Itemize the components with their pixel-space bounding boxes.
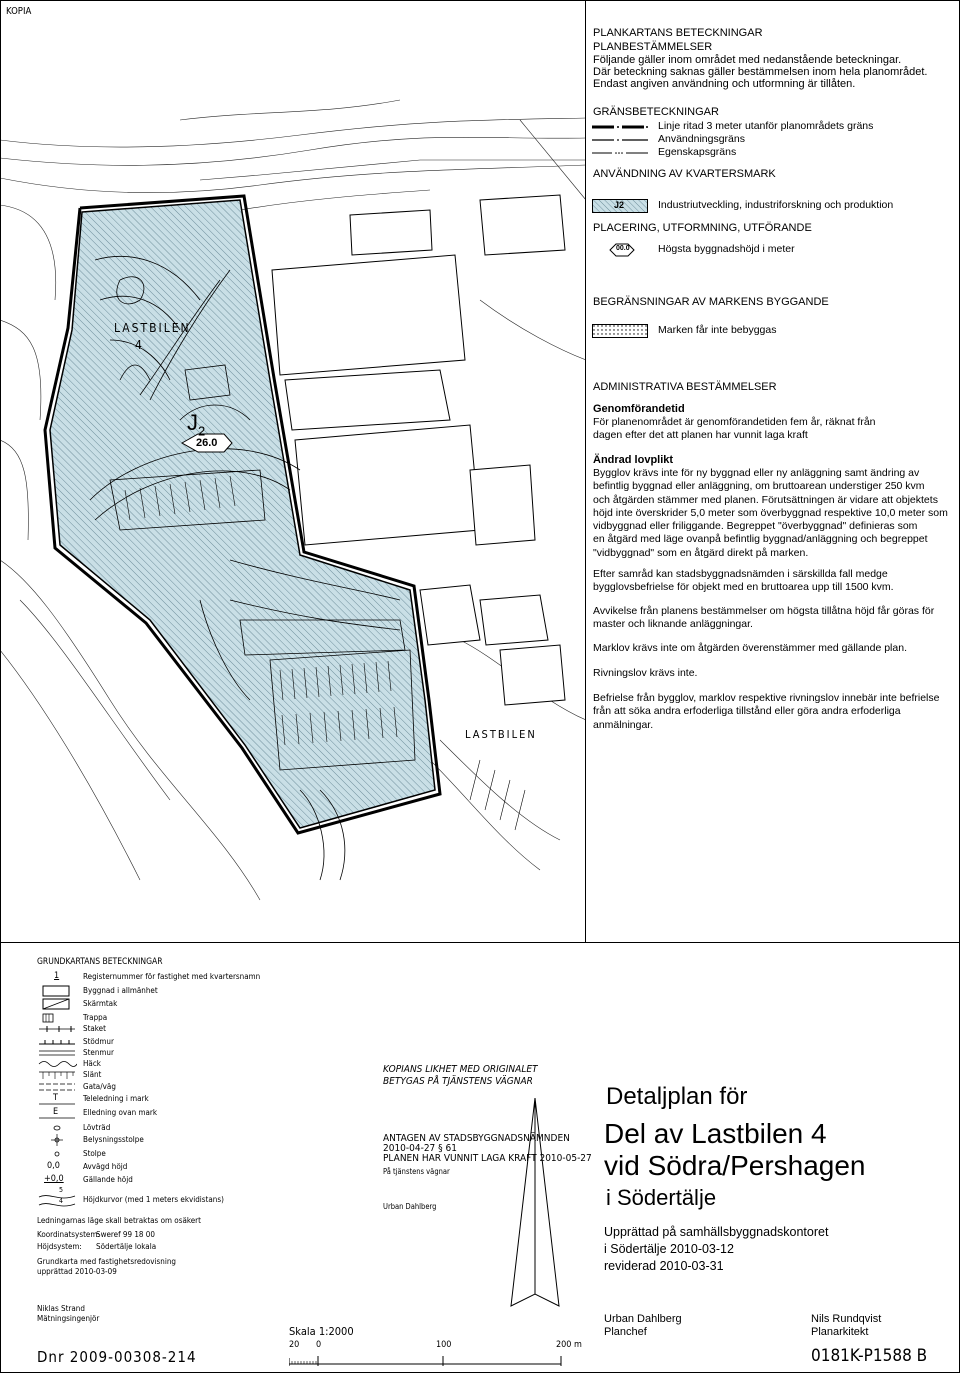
building-symbol: [37, 985, 77, 997]
property-boundary-symbol: [592, 146, 648, 160]
lovplikt-text: [593, 467, 953, 560]
planchef-title: Planchef: [604, 1326, 647, 1338]
grund-label-stenmur: Stenmur: [83, 1048, 114, 1057]
grund-label-byggnad: Byggnad i allmänhet: [83, 986, 158, 995]
ledningar-note: Ledningarnas läge skall betraktas om osäkert: [37, 1216, 201, 1225]
grundkarta-note: Grundkarta med fastighetsredovisning: [37, 1257, 176, 1266]
title-line-4: i Södertälje: [606, 1185, 717, 1210]
tree-icon: [37, 1122, 77, 1134]
boundary-line-symbol: [592, 120, 648, 134]
planchef-name: Urban Dahlberg: [604, 1313, 682, 1325]
lovplikt-line-1: Bygglov krävs inte för ny byggnad eller ny anläggning samt ändring av: [593, 467, 920, 479]
grans-title: GRÄNSBETECKNINGAR: [593, 106, 719, 118]
map-zone-label: [187, 410, 205, 438]
lovplikt-line-7: "vidbyggnad" som en åtgärd direkt på marken.: [593, 546, 809, 559]
scale-tick-0: 0: [316, 1340, 322, 1350]
efter-samrad-line-1: Efter samråd kan stadsbyggnadsnämden i särskillda fall medge: [593, 568, 888, 580]
genom-line-1: För planenområdet är genomförandetiden fem år, räknat från: [593, 416, 876, 428]
lovplikt-line-4: höjd inte överskrider 5,0 meter som överbyggnad respektive 10,0 meter som: [593, 506, 948, 519]
lovplikt-line-2: befintlig byggnad eller anläggning, om bruttoarean understiger 250 kvm: [593, 480, 925, 493]
anvandning-text: Industriutveckling, industriforskning och produktion: [658, 199, 894, 211]
antagen-line-1: ANTAGEN AV STADSBYGGNADSNÄMNDEN: [383, 1133, 570, 1144]
el-line-symbol: [37, 1107, 77, 1119]
efter-samrad-line-2: bygglovsbefrielse för objekt med en bruttoarea upp till 1500 kvm.: [593, 581, 894, 594]
avvikelse-text: [593, 605, 953, 632]
reg-symbol: 1: [54, 971, 60, 981]
grans-label-3: Egenskapsgräns: [658, 146, 737, 158]
zone-letter: J: [187, 410, 198, 435]
contour-label-b: 4: [59, 1197, 64, 1205]
contour-symbol: [37, 1190, 77, 1212]
title-sub-3: reviderad 2010-03-31: [604, 1259, 724, 1273]
zone-sub: 2: [198, 423, 206, 439]
grund-label-staket: Staket: [83, 1024, 106, 1033]
antagen-line-3: PLANEN HAR VUNNIT LAGA KRAFT 2010-05-27: [383, 1153, 592, 1164]
planarkitekt-name: Nils Rundqvist: [811, 1313, 882, 1325]
title-line-1: Detaljplan för: [606, 1083, 748, 1110]
hojd-label: Höjdsystem:: [37, 1242, 82, 1251]
legend-intro-3: Endast angiven användning och utformning är tillåten.: [593, 78, 856, 90]
genom-text: [593, 416, 953, 443]
canopy-symbol: [37, 998, 77, 1010]
planarkitekt-title: Planarkitekt: [811, 1326, 869, 1338]
pa-tjanstens-vagnar: På tjänstens vägnar: [383, 1167, 450, 1176]
befrielse-text: [593, 692, 959, 732]
placering-title: PLACERING, UTFORMNING, UTFÖRANDE: [593, 222, 812, 234]
lovplikt-line-5: vidbyggnad eller friliggande. Begreppet "överbyggnad" definieras som: [593, 520, 918, 533]
anvandning-title: ANVÄNDNING AV KVARTERSMARK: [593, 168, 776, 180]
avvikelse-line-1: Avvikelse från planens bestämmelser om högsta tillåtna höjd får göras för: [593, 605, 935, 617]
upprattad-note: upprättad 2010-03-09: [37, 1267, 117, 1276]
grund-label-stodmur: Stödmur: [83, 1037, 114, 1046]
scale-tick-20: 20: [289, 1340, 300, 1350]
grund-label-gata: Gata/väg: [83, 1082, 116, 1091]
certification-signer: Urban Dahlberg: [383, 1202, 437, 1211]
slope-symbol: [37, 1069, 77, 1081]
map-height-label: 26.0: [196, 437, 218, 449]
grund-label-belysning: Belysningsstolpe: [83, 1135, 144, 1144]
tele-symbol: T: [53, 1093, 58, 1103]
placering-text: Högsta byggnadshöjd i meter: [658, 243, 795, 255]
grund-label-avvagd: Avvägd höjd: [83, 1162, 128, 1171]
kopia-stamp: KOPIA: [6, 6, 32, 17]
admin-title: ADMINISTRATIVA BESTÄMMELSER: [593, 381, 777, 393]
title-block-divider: [0, 942, 960, 943]
no-build-symbol: [592, 324, 648, 338]
lovplikt-line-6: en åtgärd med läge ovanpå befintlig byggnad/anläggning och begreppet: [593, 533, 928, 546]
grans-label-2: Användningsgräns: [658, 133, 745, 145]
street-light-icon: [37, 1134, 77, 1146]
scale-label: Skala 1:2000: [289, 1325, 354, 1338]
begransningar-text: Marken får inte bebyggas: [658, 324, 777, 336]
anvandning-symbol-text: J2: [614, 200, 625, 210]
grund-title: GRUNDKARTANS BETECKNINGAR: [37, 957, 163, 967]
befrielse-line-1: Befrielse från bygglov, marklov respektive rivningslov innebär inte befrielse: [593, 692, 940, 704]
grund-label-lovtrad: Lövträd: [83, 1123, 111, 1132]
grund-label-hojdkurvor: Höjdkurvor (med 1 meters ekvidistans): [83, 1195, 224, 1204]
plan-number: 0181K-P1588 B: [811, 1346, 928, 1366]
placering-symbol-text: 00.0: [616, 245, 630, 252]
befrielse-line-2: från att söka andra erfoderliga tillstånd eller göra andra erfoderliga anmälningar.: [593, 705, 901, 731]
kopia-certification-1: KOPIANS LIKHET MED ORIGINALET: [383, 1064, 538, 1075]
marklov-text: Marklov krävs inte om åtgärden överenstämmer med gällande plan.: [593, 642, 907, 654]
lovplikt-line-3: och åtgärden stämmer med planen. Förutsättningen är vidare att objektets: [593, 493, 938, 506]
tele-line-symbol: [37, 1093, 77, 1105]
pole-icon: [37, 1148, 77, 1160]
grund-label-slant: Slänt: [83, 1070, 102, 1079]
fence-symbol: [37, 1023, 77, 1035]
grund-label-reg: Registernummer för fastighet med kvartersnamn: [83, 972, 261, 981]
hojd-value: Södertälje lokala: [96, 1242, 157, 1251]
koord-value: Sweref 99 18 00: [96, 1230, 155, 1239]
legend-intro-1: Följande gäller inom området med nedanstående beteckningar.: [593, 54, 902, 66]
scale-bar: [289, 1350, 589, 1370]
road-symbol: [37, 1081, 77, 1093]
title-line-2: Del av Lastbilen 4: [604, 1118, 827, 1149]
avvikelse-line-2: master och liknande anläggningar.: [593, 618, 753, 631]
map-label-lastbilen: LASTBILEN: [114, 321, 191, 335]
plan-map: [0, 0, 586, 942]
koord-label: Koordinatsystem:: [37, 1230, 100, 1239]
rivningslov-text: Rivningslov krävs inte.: [593, 667, 698, 679]
legend-title: PLANKARTANS BETECKNINGAR: [593, 27, 763, 39]
legend-subtitle: PLANBESTÄMMELSER: [593, 41, 713, 53]
usage-boundary-symbol: [592, 133, 648, 147]
legend-intro-2: Där beteckning saknas gäller bestämmelsen inom hela planområdet.: [593, 66, 928, 78]
lovplikt-title: Ändrad lovplikt: [593, 454, 674, 466]
north-arrow-icon: [509, 1098, 561, 1308]
grund-label-hack: Häck: [83, 1059, 101, 1068]
grund-label-tele: Teleledning i mark: [83, 1094, 149, 1103]
title-sub-1: Upprättad på samhällsbyggnadskontoret: [604, 1225, 829, 1239]
grund-label-skarmtak: Skärmtak: [83, 999, 118, 1008]
efter-samrad-text: [593, 568, 953, 595]
genom-line-2: dagen efter det att planen har vunnit laga kraft: [593, 429, 808, 442]
avvagd-symbol: 0,0: [47, 1161, 60, 1171]
begransningar-title: BEGRÄNSNINGAR AV MARKENS BYGGANDE: [593, 296, 829, 308]
grund-label-gallande: Gällande höjd: [83, 1175, 133, 1184]
scale-tick-200: 200 m: [556, 1340, 582, 1350]
title-sub-2: i Södertälje 2010-03-12: [604, 1242, 734, 1256]
matning-name: Niklas Strand: [37, 1304, 85, 1313]
antagen-line-2: 2010-04-27 § 61: [383, 1143, 457, 1154]
grund-label-trappa: Trappa: [83, 1013, 108, 1022]
el-symbol: E: [53, 1107, 59, 1117]
map-label-lastbilen-lower: LASTBILEN: [465, 728, 537, 741]
dnr-number: Dnr 2009-00308-214: [37, 1348, 197, 1366]
scale-tick-100: 100: [436, 1340, 452, 1350]
gallande-symbol: +0,0: [44, 1174, 64, 1184]
genom-title: Genomförandetid: [593, 403, 685, 415]
contour-label-a: 5: [59, 1186, 64, 1194]
kopia-certification-2: BETYGAS PÅ TJÄNSTENS VÄGNAR: [383, 1076, 533, 1087]
title-line-3: vid Södra/Pershagen: [604, 1150, 866, 1181]
map-label-lastbilen-number: 4: [135, 338, 142, 352]
grans-label-1: Linje ritad 3 meter utanför planområdets gräns: [658, 120, 874, 132]
grund-label-stolpe: Stolpe: [83, 1149, 106, 1158]
matning-title: Mätningsingenjör: [37, 1314, 100, 1323]
grund-label-el: Elledning ovan mark: [83, 1108, 157, 1117]
